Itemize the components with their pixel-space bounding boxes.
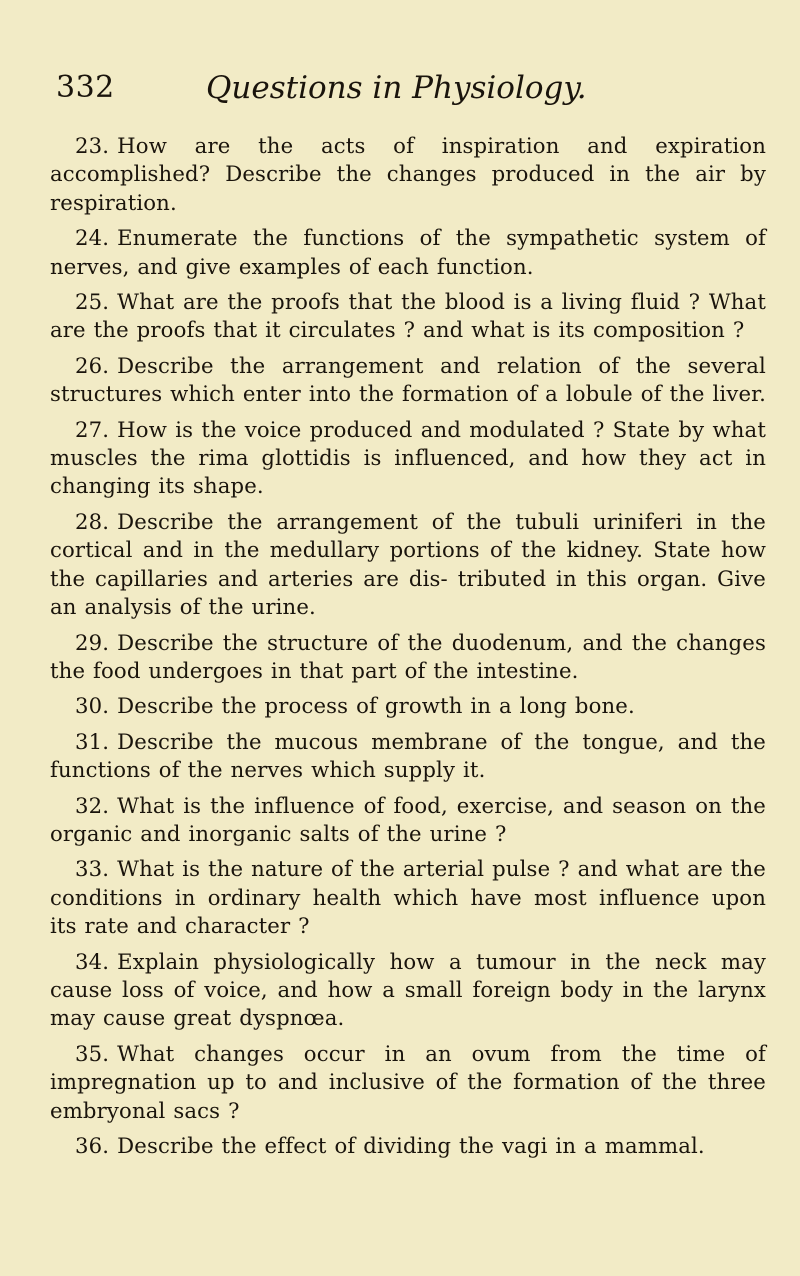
question-text: Describe the effect of dividing the vagi in a mammal. [117,1133,705,1158]
question-text: Enumerate the functions of the sympathetic system of nerves, and give examples of each function. [50,225,766,279]
page-number: 332 [56,70,115,105]
question-text: What are the proofs that the blood is a living fluid ? What are the proofs that it circulates ? and what is its composition ? [50,289,766,343]
question-text: Describe the structure of the duodenum, and the changes the food undergoes in that part of the intestine. [50,629,766,683]
question-text: What is the nature of the arterial pulse ? and what are the conditions in ordinary health which have most influence upon its rate and character ? [50,856,766,939]
question-item [50,288,766,345]
question-number: 35. [75,1040,110,1066]
question-item [50,224,766,281]
question-list [50,132,766,1160]
question-number: 26. [75,352,110,378]
question-text: Describe the process of growth in a long bone. [117,693,635,719]
question-item [50,728,766,785]
question-number: 23. [75,133,110,158]
question-text: Describe the mucous membrane of the tongue, and the functions of the nerves which supply it. [50,728,766,783]
question-item [50,629,766,686]
question-text: What is the influence of food, exercise, and season on the organic and inorganic salts of the urine ? [50,792,766,846]
question-item [50,132,766,217]
question-item [50,692,766,720]
question-text: Explain physiologically how a tumour in the neck may cause loss of voice, and how a small foreign body in the larynx may cause great dyspnœa. [50,948,766,1031]
question-text: Describe the arrangement of the tubuli uriniferi in the cortical and in the medullary portions of the kidney. State how the capillaries and arteries are dis- tributed in this organ. Give an analysis of the urine. [50,508,766,620]
running-title: Questions in Physiology. [206,70,587,106]
question-item [50,792,766,849]
question-text: How is the voice produced and modulated ? State by what muscles the rima glottidis is influenced, and how they act in changing its shape. [50,416,766,499]
question-number: 25. [75,289,110,315]
book-page [50,68,766,1167]
question-number: 30. [75,693,110,719]
question-number: 29. [75,629,110,655]
question-number: 28. [75,508,110,534]
question-number: 34. [75,948,110,974]
question-item [50,855,766,940]
question-item [50,352,766,409]
question-number: 33. [75,856,110,882]
question-number: 31. [75,728,110,754]
question-number: 36. [75,1133,110,1158]
question-item [50,1040,766,1125]
question-item [50,416,766,501]
page-header [50,68,766,114]
question-item [50,508,766,622]
question-text: How are the acts of inspiration and expiration accomplished? Describe the changes produced in the air by respiration. [50,133,766,215]
question-number: 27. [75,416,110,442]
question-number: 32. [75,792,110,818]
question-item [50,1132,766,1160]
question-number: 24. [75,225,110,251]
question-item [50,948,766,1033]
question-text: Describe the arrangement and relation of the several structures which enter into the formation of a lobule of the liver. [50,352,767,407]
question-text: What changes occur in an ovum from the time of impregnation up to and inclusive of the formation of the three embryonal sacs ? [50,1040,766,1123]
